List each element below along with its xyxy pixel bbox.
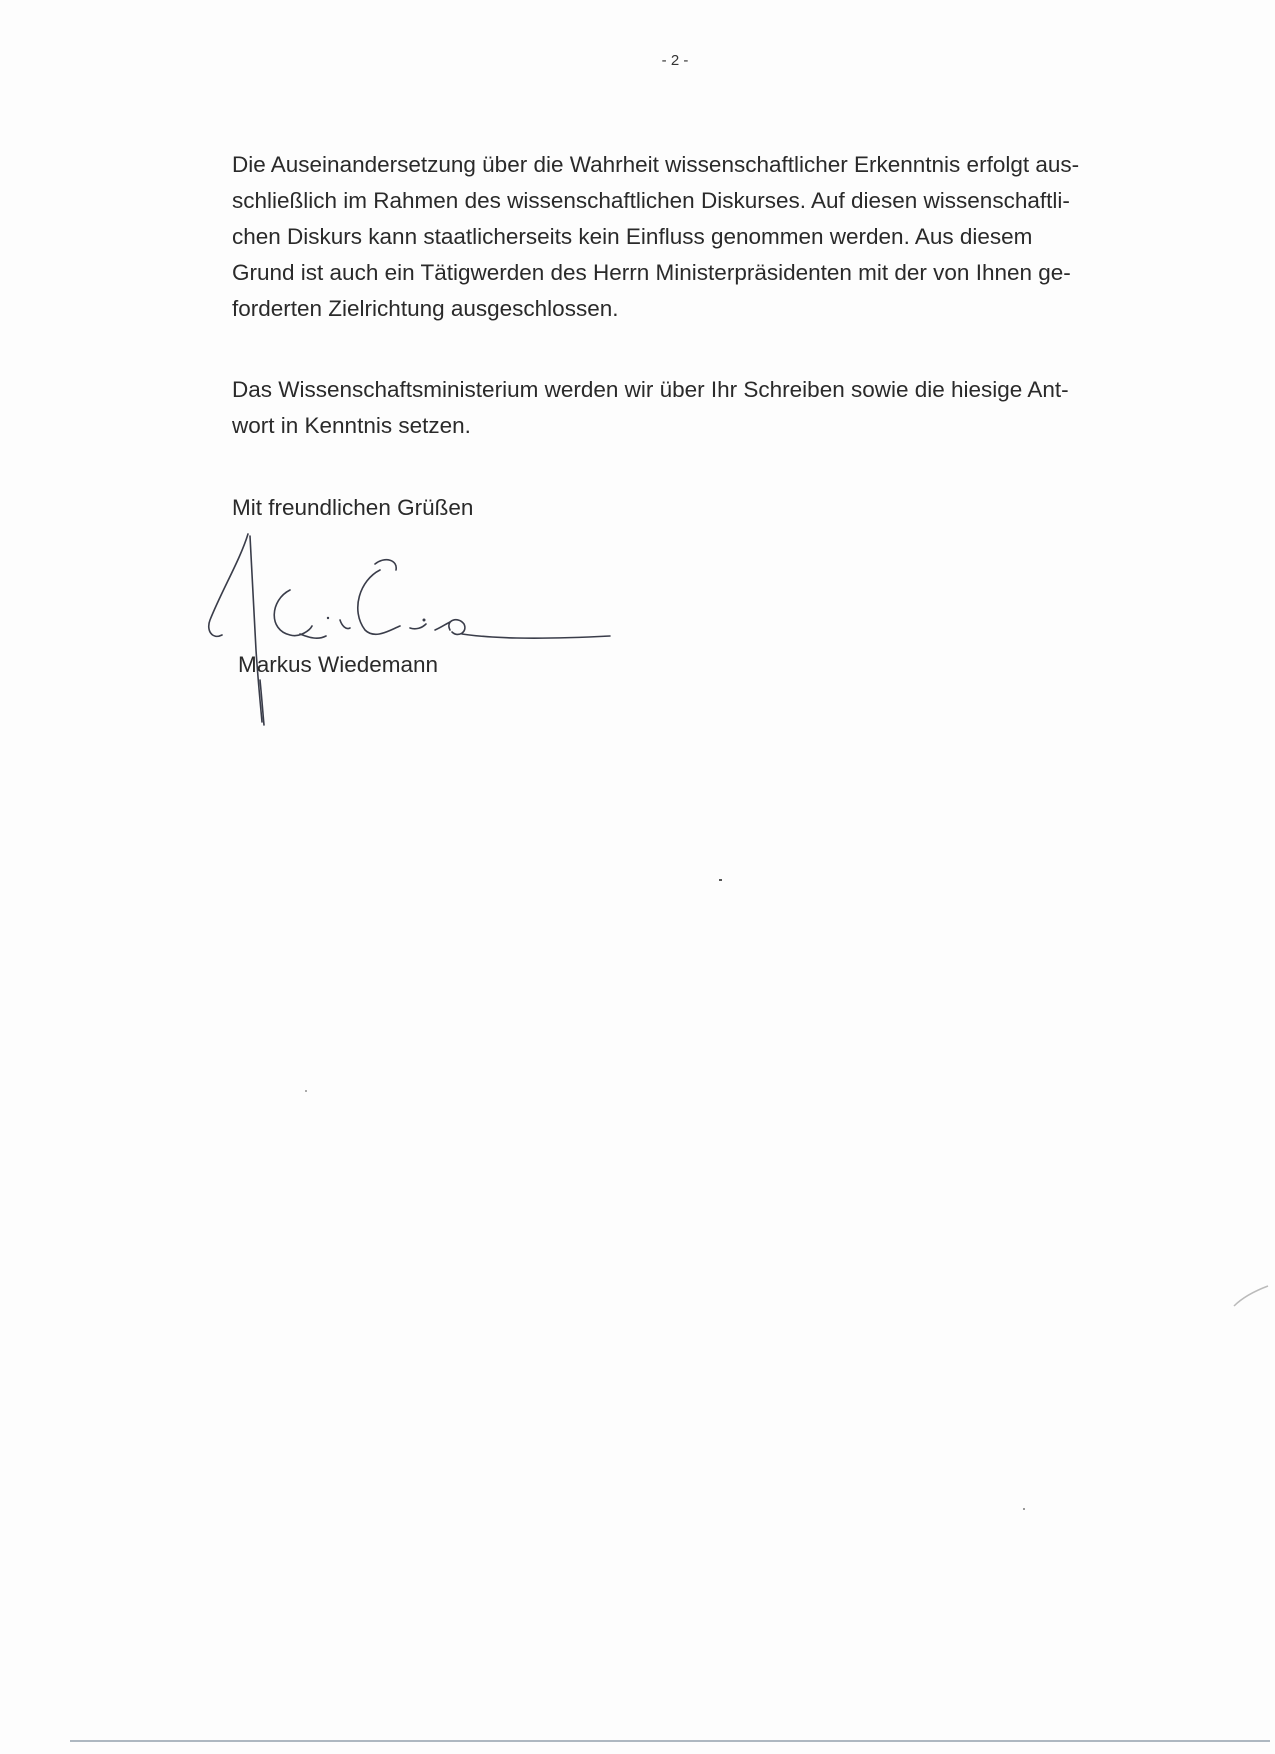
handwritten-signature bbox=[200, 530, 620, 730]
paragraph-line: Die Auseinandersetzung über die Wahrheit wissenschaftlicher Erkenntnis erfolgt aus- bbox=[232, 152, 1080, 177]
scan-edge-line bbox=[70, 1740, 1270, 1742]
closing-salutation: Mit freundlichen Grüßen bbox=[232, 495, 474, 520]
scan-speck bbox=[1023, 1508, 1025, 1510]
scan-speck bbox=[305, 1090, 307, 1092]
paragraph-line: schließlich im Rahmen des wissenschaftlichen Diskurses. Auf diesen wissenschaftli- bbox=[232, 188, 1070, 213]
scan-speck bbox=[719, 879, 722, 881]
paragraph-line: wort in Kenntnis setzen. bbox=[232, 413, 471, 438]
paragraph-line: Das Wissenschaftsministerium werden wir über Ihr Schreiben sowie die hiesige Ant- bbox=[232, 377, 1069, 402]
paragraph-line: Grund ist auch ein Tätigwerden des Herrn Ministerpräsidenten mit der von Ihnen ge- bbox=[232, 260, 1071, 285]
scan-corner-mark bbox=[1232, 1270, 1272, 1310]
body-paragraph-1 bbox=[232, 147, 1182, 327]
paragraph-line: forderten Zielrichtung ausgeschlossen. bbox=[232, 296, 619, 321]
page-number: - 2 - bbox=[661, 52, 689, 69]
paragraph-line: chen Diskurs kann staatlicherseits kein Einfluss genommen werden. Aus diesem bbox=[232, 224, 1033, 249]
signer-name: Markus Wiedemann bbox=[238, 652, 439, 677]
body-paragraph-2 bbox=[232, 372, 1182, 444]
